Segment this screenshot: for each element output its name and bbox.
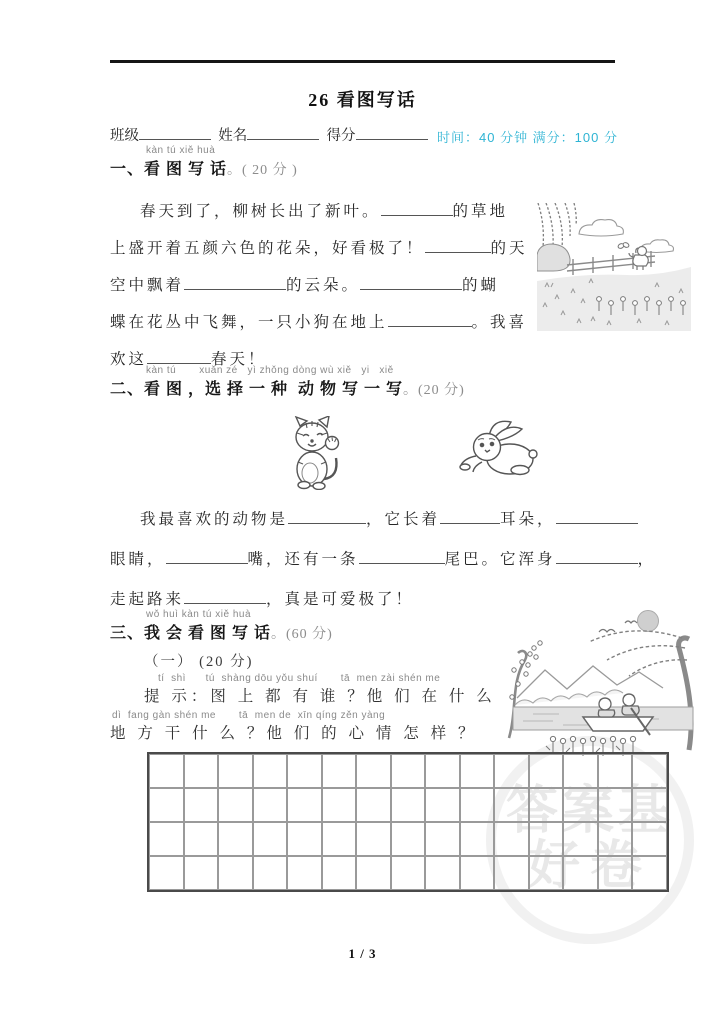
- text-run: 我最喜欢的动物是: [140, 511, 289, 528]
- hint-line-2: [110, 710, 478, 743]
- text-run: 嘴，还有一条: [247, 551, 359, 568]
- writing-grid-cell: [494, 754, 529, 788]
- answer-blank: [425, 239, 491, 253]
- writing-grid-cell: [494, 788, 529, 822]
- answer-blank: [184, 276, 286, 290]
- section2-paragraph: [110, 500, 716, 620]
- rabbit-illustration: [458, 420, 538, 480]
- writing-grid-cell: [632, 856, 667, 890]
- writing-grid-cell: [356, 754, 391, 788]
- writing-grid-cell: [494, 822, 529, 856]
- answer-blank: [166, 550, 248, 564]
- text-run: 上盛开着五颜六色的花朵，好看极了！: [110, 240, 425, 257]
- section2-score: 。(20 分): [403, 383, 465, 398]
- writing-grid-cell: [253, 754, 288, 788]
- writing-grid-cell: [356, 788, 391, 822]
- boating-scene-svg: [503, 608, 703, 760]
- text-run: 的草地: [452, 203, 509, 220]
- text-run: 尾巴。它浑身: [444, 551, 556, 568]
- writing-grid-cell: [218, 788, 253, 822]
- paragraph-line: [110, 540, 716, 580]
- text-run: 欢这: [110, 351, 148, 368]
- section2-heading: [110, 365, 465, 399]
- text-run: 走起路来: [110, 591, 185, 608]
- writing-grid-cell: [460, 754, 495, 788]
- cat-illustration: [291, 416, 341, 490]
- writing-grid-cell: [632, 754, 667, 788]
- text-run: 耳朵，: [500, 511, 556, 528]
- spring-meadow-svg: [537, 203, 691, 331]
- hint1-pinyin: tí shì tú shàng dōu yǒu shuí tā men zài shén me: [158, 673, 441, 684]
- section1-paragraph: [110, 193, 548, 378]
- watermark-text-top: 答案基: [505, 783, 674, 841]
- text-run: 眼睛，: [110, 551, 166, 568]
- writing-grid-cell: [287, 754, 322, 788]
- section3-score: 。(60 分): [271, 627, 333, 642]
- writing-grid-cell: [287, 822, 322, 856]
- writing-grid-cell: [460, 856, 495, 890]
- writing-grid-cell: [322, 754, 357, 788]
- writing-grid-cell: [563, 754, 598, 788]
- writing-grid-cell: [391, 856, 426, 890]
- answer-blank: [360, 276, 462, 290]
- text-run: 的蝴: [462, 277, 500, 294]
- writing-grid-cell: [494, 856, 529, 890]
- writing-grid-cell: [425, 822, 460, 856]
- writing-grid-cell: [632, 788, 667, 822]
- text-run: 姓名: [211, 128, 248, 144]
- writing-grid-cell: [218, 754, 253, 788]
- writing-grid-cell: [149, 856, 184, 890]
- text-run: 空中飘着: [110, 277, 185, 294]
- writing-grid-cell: [184, 856, 219, 890]
- text-run: 的云朵。: [286, 277, 361, 294]
- top-divider: [110, 60, 615, 63]
- text-run: 春天到了，柳树长出了新叶。: [140, 203, 381, 220]
- rabbit-svg: [458, 420, 538, 480]
- answer-blank: [440, 510, 500, 524]
- answer-blank: [359, 550, 445, 564]
- writing-grid-cell: [184, 754, 219, 788]
- answer-blank: [356, 127, 428, 140]
- text-run: 。我喜: [471, 314, 528, 331]
- section3-heading: [110, 609, 333, 643]
- writing-grid-cell: [391, 822, 426, 856]
- writing-grid-cell: [322, 788, 357, 822]
- answer-blank: [139, 127, 211, 140]
- writing-grid-cell: [598, 754, 633, 788]
- writing-grid-cell: [391, 788, 426, 822]
- text-run: 班级: [110, 128, 139, 144]
- student-info-row: [110, 124, 428, 145]
- cat-svg: [291, 416, 341, 490]
- writing-grid-cell: [149, 754, 184, 788]
- section3-title: 三、我 会 看 图 写 话: [110, 625, 272, 642]
- boating-scene-illustration: [503, 608, 703, 760]
- hint2-pinyin: dì fang gàn shén me tā men de xīn qíng zěn yàng: [112, 710, 386, 721]
- writing-grid-cell: [529, 788, 564, 822]
- writing-grid-cell: [253, 822, 288, 856]
- section2-title: 二、看 图 ，选 择 一 种 动 物 写 一 写: [110, 381, 404, 398]
- writing-grid-cell: [149, 822, 184, 856]
- writing-grid-cell: [529, 822, 564, 856]
- text-run: 的天: [490, 240, 528, 257]
- section3-pinyin: wǒ huì kàn tú xiě huà: [146, 609, 252, 620]
- writing-grid-cell: [598, 822, 633, 856]
- text-run: ，它长着: [366, 511, 441, 528]
- writing-grid-cell: [253, 856, 288, 890]
- writing-grid-cell: [529, 856, 564, 890]
- writing-grid-cell: [598, 788, 633, 822]
- writing-grid-cell: [563, 856, 598, 890]
- spring-meadow-illustration: [537, 203, 691, 331]
- writing-grid-cell: [184, 788, 219, 822]
- hint-line-1: [144, 673, 496, 706]
- paragraph-line: [110, 304, 548, 341]
- text-run: 得分: [319, 128, 356, 144]
- writing-answer-grid: [147, 752, 669, 892]
- writing-grid-cell: [149, 788, 184, 822]
- section1-score: 。( 20 分 ): [227, 163, 298, 178]
- section1-title: 一、看 图 写 话: [110, 161, 228, 178]
- section1-heading: [110, 145, 298, 179]
- hint1-chars: 提 示：图 上 都 有 谁 ？他 们 在 什 么: [144, 688, 496, 705]
- answer-blank: [381, 202, 453, 216]
- answer-blank: [247, 127, 319, 140]
- page-title: 26 看图写话: [308, 90, 417, 110]
- writing-grid-cell: [425, 788, 460, 822]
- writing-grid-cell: [184, 822, 219, 856]
- watermark-text-bottom: 好卷: [527, 838, 652, 895]
- writing-grid-cell: [460, 788, 495, 822]
- writing-grid-cell: [218, 856, 253, 890]
- writing-grid-cell: [391, 754, 426, 788]
- text-run: 春天！: [211, 351, 267, 368]
- page-number: 1 / 3: [348, 946, 377, 961]
- answer-blank: [388, 313, 472, 327]
- answer-blank: [556, 550, 638, 564]
- writing-grid-cell: [425, 856, 460, 890]
- paragraph-line: [110, 230, 548, 267]
- writing-grid-cell: [425, 754, 460, 788]
- writing-grid-cell: [356, 822, 391, 856]
- writing-grid-cell: [356, 856, 391, 890]
- writing-grid-cell: [529, 754, 564, 788]
- writing-grid-cell: [460, 822, 495, 856]
- text-run: ，真是可爱极了！: [266, 591, 415, 608]
- writing-grid-cell: [287, 856, 322, 890]
- section2-pinyin: kàn tú xuǎn zé yì zhǒng dòng wù xiě yi xiě: [146, 365, 394, 376]
- writing-grid-cell: [253, 788, 288, 822]
- writing-grid-cell: [563, 788, 598, 822]
- writing-grid-cell: [287, 788, 322, 822]
- answer-blank: [184, 590, 266, 604]
- paragraph-line: [110, 500, 716, 540]
- hint2-chars: 地 方 干 什 么 ？他 们 的 心 情 怎 样 ？: [110, 725, 478, 742]
- answer-blank: [556, 510, 638, 524]
- section3-part-label: （一） (20 分): [144, 654, 254, 670]
- writing-grid-cell: [632, 822, 667, 856]
- answer-blank: [288, 510, 366, 524]
- writing-grid-cell: [563, 822, 598, 856]
- paragraph-line: [110, 267, 548, 304]
- text-run: ，: [637, 551, 657, 568]
- writing-grid-cell: [322, 856, 357, 890]
- writing-grid-cell: [322, 822, 357, 856]
- writing-grid-cell: [218, 822, 253, 856]
- writing-grid-cell: [598, 856, 633, 890]
- answer-blank: [147, 350, 211, 364]
- text-run: 蝶在花丛中飞舞，一只小狗在地上: [110, 314, 388, 331]
- time-score-note: 时间：40 分钟 满分：100 分: [437, 130, 618, 145]
- paragraph-line: [110, 193, 548, 230]
- section1-pinyin: kàn tú xiě huà: [146, 145, 216, 156]
